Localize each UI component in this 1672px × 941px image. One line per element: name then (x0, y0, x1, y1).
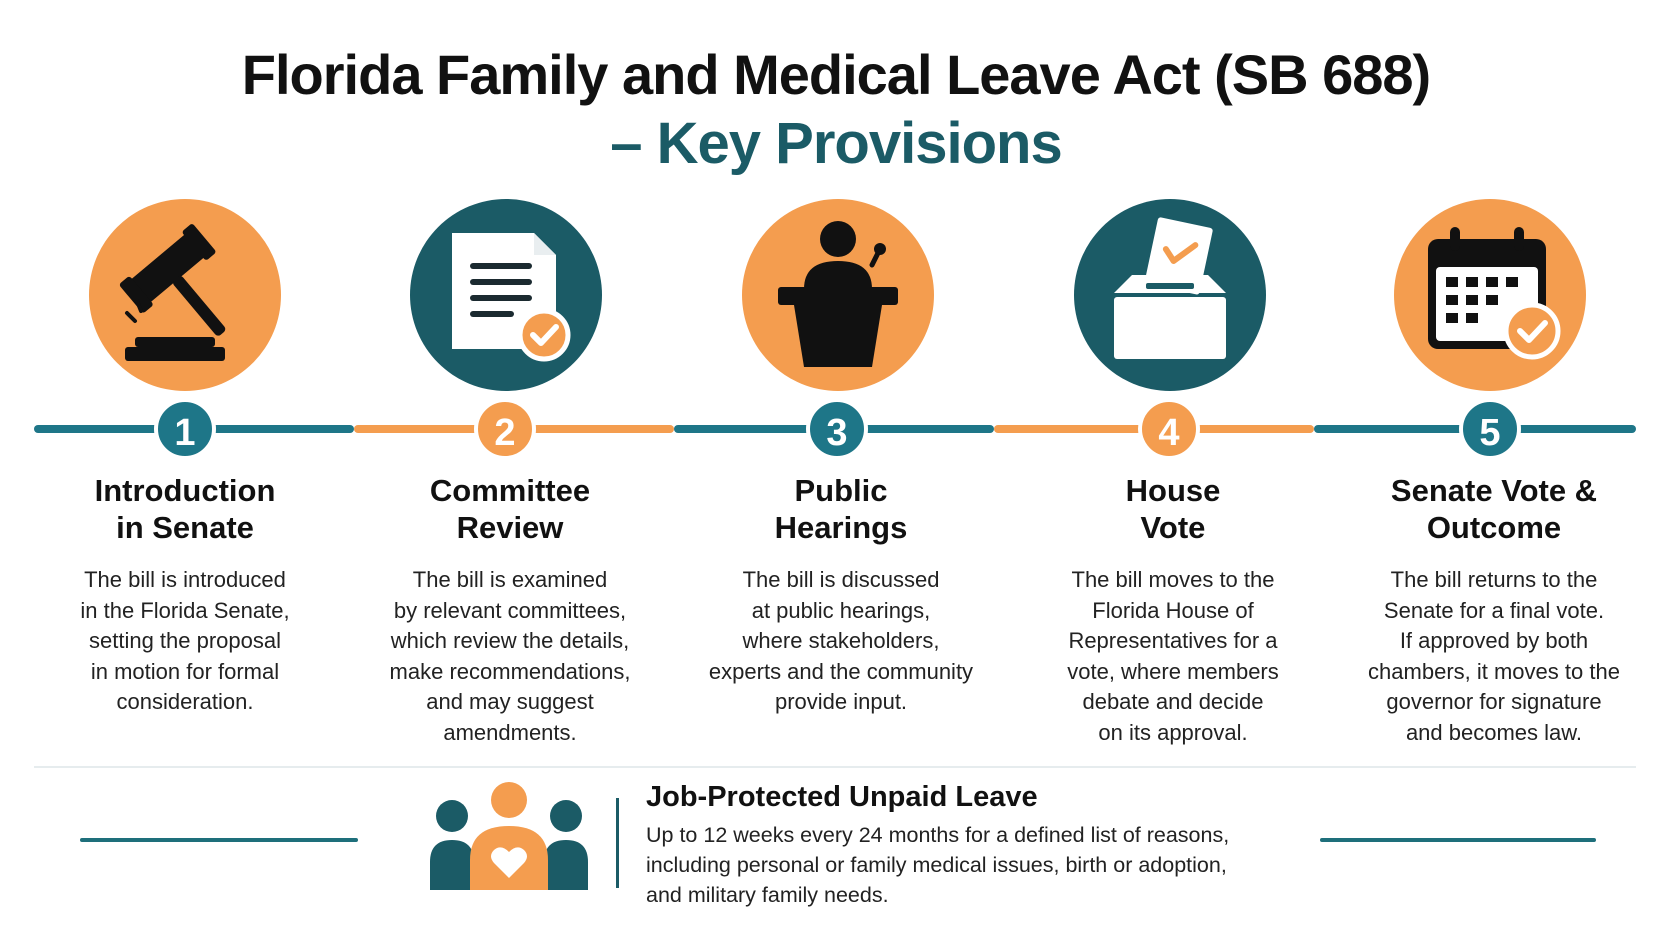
bottom-description: Up to 12 weeks every 24 months for a defined list of reasons, including personal or family medical issues, birth or adoption, and military family needs. (646, 823, 1230, 907)
step-title: House Vote (1125, 473, 1221, 545)
family-heart-icon (430, 782, 588, 892)
page-subtitle: – Key Provisions (610, 111, 1062, 176)
step-title: Public Hearings (774, 473, 908, 545)
ballot-box-icon (1074, 199, 1266, 391)
step-title: Introduction in Senate (94, 473, 276, 545)
decorative-line-left (80, 838, 358, 842)
step-description: The bill is discussed at public hearings, where stakeholders, experts and the community provide input. (708, 567, 974, 714)
bottom-title: Job-Protected Unpaid Leave (646, 781, 1038, 813)
step-description: The bill moves to the Florida House of Representatives for a vote, where members debate and decide on its approval. (1067, 567, 1279, 745)
podium-speaker-icon (742, 199, 934, 391)
step-description: The bill returns to the Senate for a final vote. If approved by both chambers, it moves to the governor for signature and becomes law. (1368, 567, 1620, 745)
step-description: The bill is examined by relevant committees, which review the details, make recommendations, and may suggest amendments. (389, 567, 631, 745)
document-check-icon (410, 199, 602, 391)
step-number: 4 (1138, 398, 1200, 460)
gavel-icon (89, 199, 281, 391)
step-number: 1 (154, 398, 216, 460)
step-number: 2 (474, 398, 536, 460)
step-number: 3 (806, 398, 868, 460)
step-title: Committee Review (429, 473, 591, 545)
decorative-line-right (1320, 838, 1596, 842)
step-number: 5 (1459, 398, 1521, 460)
section-divider (34, 766, 1636, 768)
step-title: Senate Vote & Outcome (1390, 473, 1598, 545)
page-title: Florida Family and Medical Leave Act (SB 688) (241, 43, 1431, 106)
step-description: The bill is introduced in the Florida Senate, setting the proposal in motion for formal consideration. (80, 567, 290, 714)
vertical-separator (616, 798, 619, 888)
calendar-check-icon (1394, 199, 1586, 391)
